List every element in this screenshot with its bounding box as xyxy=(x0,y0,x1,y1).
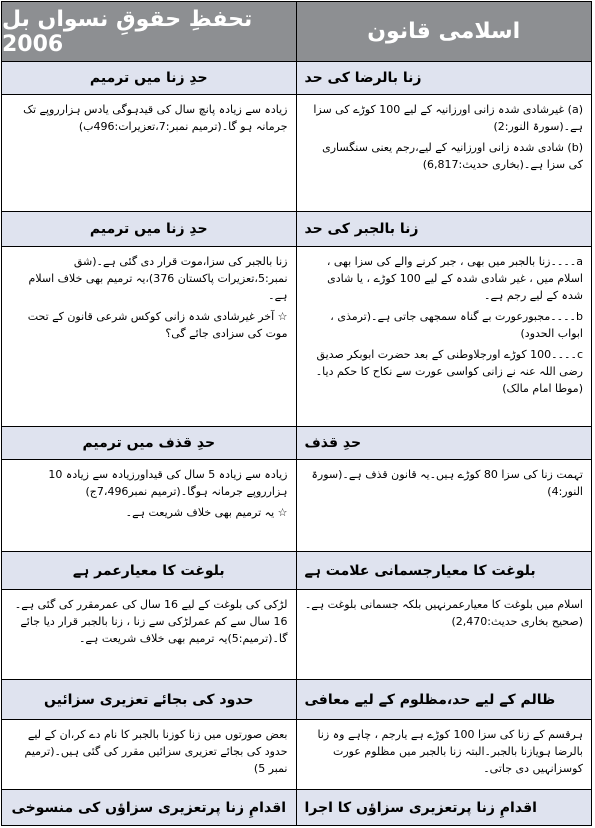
section-heading-bill: بلوغت کا معیارعمر ہے xyxy=(2,552,297,589)
comparison-table xyxy=(1,1,592,826)
section-body-islamic xyxy=(297,720,592,789)
section-body-row xyxy=(2,247,591,427)
section-body-bill xyxy=(2,590,297,679)
section-heading-row xyxy=(2,212,591,247)
body-paragraph: ☆ آخر غیرشادی شدہ زانی کوکس شرعی قانون کے تحت موت کی سزادی جائے گی؟ xyxy=(27,310,288,341)
body-paragraph: (b) شادی شدہ زانی اورزانیہ کے لیے،رجم یعنی سنگساری کی سزا ہے۔(بخاری حدیث:6,817) xyxy=(322,141,583,172)
body-paragraph: بعض صورتوں میں زنا کوزنا بالجبر کا نام دے کر،ان کے لیے حدود کی بجائے تعزیری سزائیں مقرر کی گئی ہیں۔(ترمیم نمبر 5) xyxy=(24,728,288,776)
body-paragraph: b۔۔۔۔مجبورعورت بے گناہ سمجھی جاتی ہے۔(ترمذی ، ابواب الحدود) xyxy=(330,310,583,341)
section-heading-bill: حدود کی بجائے تعزیری سزائیں xyxy=(2,680,297,719)
section-heading-row xyxy=(2,680,591,720)
section-body-bill xyxy=(2,247,297,426)
section-body-islamic xyxy=(297,247,592,426)
body-paragraph: لڑکی کی بلوغت کے لیے 16 سال کی عمرمقرر کی گئی ہے۔16 سال سے کم عمرلڑکی سے زنا ، زنا بالجبر قرار دیا جائے گا۔(ترمیم:5)یہ ترمیم بھی خلاف شریعت ہے۔ xyxy=(14,598,288,646)
body-paragraph: ☆ یہ ترمیم بھی خلاف شریعت ہے۔ xyxy=(125,506,288,520)
section-heading-bill: حدِ زنا میں ترمیم xyxy=(2,212,297,246)
body-paragraph: زیادہ سے زیادہ پانچ سال کی قیدہوگی یادس ہزارروپے تک جرمانہ ہو گا۔(ترمیم نمبر:7،تعزیرات:496ب) xyxy=(23,103,288,134)
section-heading-row xyxy=(2,552,591,590)
section-heading-islamic: ظالم کے لیے حد،مظلوم کے لیے معافی xyxy=(297,680,592,719)
section-body-bill xyxy=(2,95,297,211)
section-heading-islamic: حدِ قذف xyxy=(297,427,592,459)
body-paragraph: c۔۔۔۔100 کوڑے اورجلاوطنی کے بعد حضرت ابوبکر صدیق رضی اللہ عنہ نے زانی کواسی عورت سے نکاح کا حکم دیا۔(موطا امام مالک) xyxy=(315,348,583,396)
section-heading-bill: حدِ قذف میں ترمیم xyxy=(2,427,297,459)
section-body-islamic xyxy=(297,590,592,679)
section-body-row xyxy=(2,460,591,552)
table-header-row xyxy=(2,2,591,62)
section-body-bill xyxy=(2,460,297,551)
section-body-row xyxy=(2,590,591,680)
body-paragraph: ہرقسم کے زنا کی سزا 100 کوڑے ہے یارجم ، چاہے وہ زنا بالرضا ہویازنا بالجبر۔البتہ زنا بالجبر میں مظلوم عورت کوسزانہیں دی جاتی۔ xyxy=(317,728,583,776)
section-body-islamic xyxy=(297,460,592,551)
section-heading-islamic: بلوغت کا معیارجسمانی علامت ہے xyxy=(297,552,592,589)
section-heading-islamic: اقدامِ زنا پرتعزیری سزاؤں کا اجرا xyxy=(297,790,592,825)
section-body-islamic xyxy=(297,95,592,211)
section-heading-bill: حدِ زنا میں ترمیم xyxy=(2,62,297,94)
body-paragraph: a۔۔۔۔زنا بالجبر میں بھی ، جبر کرنے والے کی سزا بھی ، اسلام میں ، غیر شادی شدہ کے لیے 100 کوڑے ، یا شادی شدہ کے لیے رجم ہے۔ xyxy=(326,255,583,303)
body-paragraph: تہمت زنا کی سزا 80 کوڑے ہیں۔یہ قانون قذف ہے۔(سورۃ النور:4) xyxy=(311,468,583,499)
section-heading-bill: اقدامِ زنا پرتعزیری سزاؤں کی منسوخی xyxy=(2,790,297,825)
section-heading-islamic: زنا بالجبر کی حد xyxy=(297,212,592,246)
header-islamic-law: اسلامی قانون xyxy=(297,2,592,61)
header-women-protection-bill: تحفظِ حقوقِ نسواں بل 2006 xyxy=(2,2,297,61)
body-paragraph: اسلام میں بلوغت کا معیارعمرنہیں بلکہ جسمانی بلوغت ہے۔(صحیح بخاری حدیث:2,470) xyxy=(304,598,583,629)
body-paragraph: (a) غیرشادی شدہ زانی اورزانیہ کے لیے 100 کوڑے کی سزا ہے۔(سورۃ النور:2) xyxy=(313,103,583,134)
section-heading-row xyxy=(2,62,591,95)
section-body-bill xyxy=(2,720,297,789)
section-heading-row xyxy=(2,790,591,825)
body-paragraph: زیادہ سے زیادہ 5 سال کی قیداورزیادہ سے زیادہ 10 ہزارروپے جرمانہ ہوگا۔(ترمیم نمبر7،496ج) xyxy=(48,468,288,499)
section-body-row xyxy=(2,95,591,212)
body-paragraph: زنا بالجبر کی سزا،موت قرار دی گئی ہے۔(شق نمبر:5،تعزیرات پاکستان 376)،یہ ترمیم بھی خلاف اسلام ہے۔ xyxy=(28,255,288,303)
section-heading-islamic: زنا بالرضا کی حد xyxy=(297,62,592,94)
section-body-row xyxy=(2,720,591,790)
section-heading-row xyxy=(2,427,591,460)
